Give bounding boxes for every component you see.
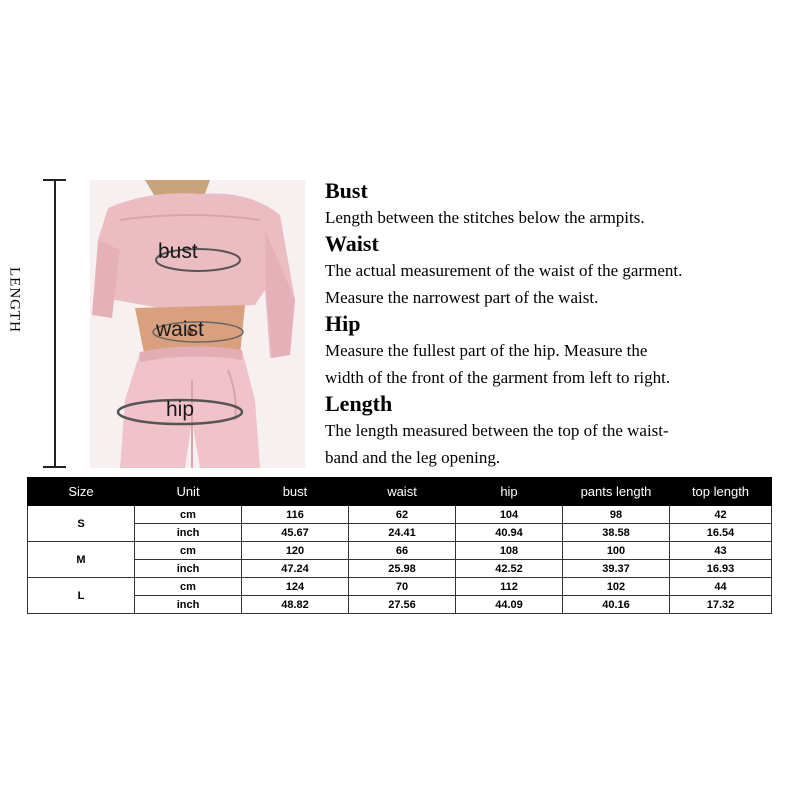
header-bust: bust <box>242 478 349 506</box>
waist-heading: Waist <box>325 231 379 256</box>
top-length-cell: 16.93 <box>670 560 772 578</box>
table-row <box>28 560 772 578</box>
unit-cell: inch <box>135 596 242 614</box>
hip-cell: 44.09 <box>456 596 563 614</box>
length-heading: Length <box>325 391 393 416</box>
unit-cell: cm <box>135 578 242 596</box>
pants-length-cell: 39.37 <box>563 560 670 578</box>
ruler-bottom-cap <box>43 466 66 468</box>
waist-label: waist <box>156 318 204 341</box>
header-top-length: top length <box>670 478 772 506</box>
length-description-line: The length measured between the top of the waist- <box>325 421 669 440</box>
pants-length-cell: 40.16 <box>563 596 670 614</box>
length-description-line: band and the leg opening. <box>325 448 501 467</box>
top-length-cell: 43 <box>670 542 772 560</box>
pants-length-cell: 100 <box>563 542 670 560</box>
header-hip: hip <box>456 478 563 506</box>
size-cell: S <box>28 506 135 542</box>
header-pants-length: pants length <box>563 478 670 506</box>
hip-cell: 104 <box>456 506 563 524</box>
table-row <box>28 596 772 614</box>
length-ruler <box>54 180 56 468</box>
bust-cell: 120 <box>242 542 349 560</box>
hip-cell: 108 <box>456 542 563 560</box>
pants-length-cell: 102 <box>563 578 670 596</box>
bust-label: bust <box>158 240 198 263</box>
waist-description-line: The actual measurement of the waist of the garment. <box>325 261 683 280</box>
waist-cell: 24.41 <box>349 524 456 542</box>
bust-cell: 116 <box>242 506 349 524</box>
length-label: LENGTH <box>6 267 23 333</box>
unit-cell: inch <box>135 560 242 578</box>
waist-cell: 62 <box>349 506 456 524</box>
hip-description-line: Measure the fullest part of the hip. Measure the <box>325 341 648 360</box>
pants-length-cell: 38.58 <box>563 524 670 542</box>
hip-cell: 112 <box>456 578 563 596</box>
top-length-cell: 44 <box>670 578 772 596</box>
table-row <box>28 542 772 560</box>
waist-description-line: Measure the narrowest part of the waist. <box>325 288 599 307</box>
table-row <box>28 578 772 596</box>
bust-description-line: Length between the stitches below the armpits. <box>325 208 645 227</box>
size-cell: M <box>28 542 135 578</box>
table-header-row <box>28 478 772 506</box>
bust-cell: 47.24 <box>242 560 349 578</box>
header-size: Size <box>28 478 135 506</box>
top-length-cell: 17.32 <box>670 596 772 614</box>
header-waist: waist <box>349 478 456 506</box>
bust-cell: 45.67 <box>242 524 349 542</box>
unit-cell: inch <box>135 524 242 542</box>
bust-cell: 48.82 <box>242 596 349 614</box>
hip-cell: 42.52 <box>456 560 563 578</box>
unit-cell: cm <box>135 542 242 560</box>
bust-cell: 124 <box>242 578 349 596</box>
ruler-label-anchor <box>6 267 23 333</box>
hip-cell: 40.94 <box>456 524 563 542</box>
measurement-descriptions <box>325 178 785 471</box>
top-length-cell: 42 <box>670 506 772 524</box>
waist-cell: 70 <box>349 578 456 596</box>
header-unit: Unit <box>135 478 242 506</box>
table-row <box>28 506 772 524</box>
unit-cell: cm <box>135 506 242 524</box>
pants-length-cell: 98 <box>563 506 670 524</box>
waist-cell: 27.56 <box>349 596 456 614</box>
top-length-cell: 16.54 <box>670 524 772 542</box>
hip-label: hip <box>166 398 195 421</box>
hip-description-line: width of the front of the garment from left to right. <box>325 368 671 387</box>
hip-heading: Hip <box>325 311 361 336</box>
size-cell: L <box>28 578 135 614</box>
table-row <box>28 524 772 542</box>
waist-cell: 25.98 <box>349 560 456 578</box>
bust-heading: Bust <box>325 178 368 203</box>
size-chart-table <box>27 477 772 614</box>
product-photo <box>90 180 305 468</box>
waist-cell: 66 <box>349 542 456 560</box>
